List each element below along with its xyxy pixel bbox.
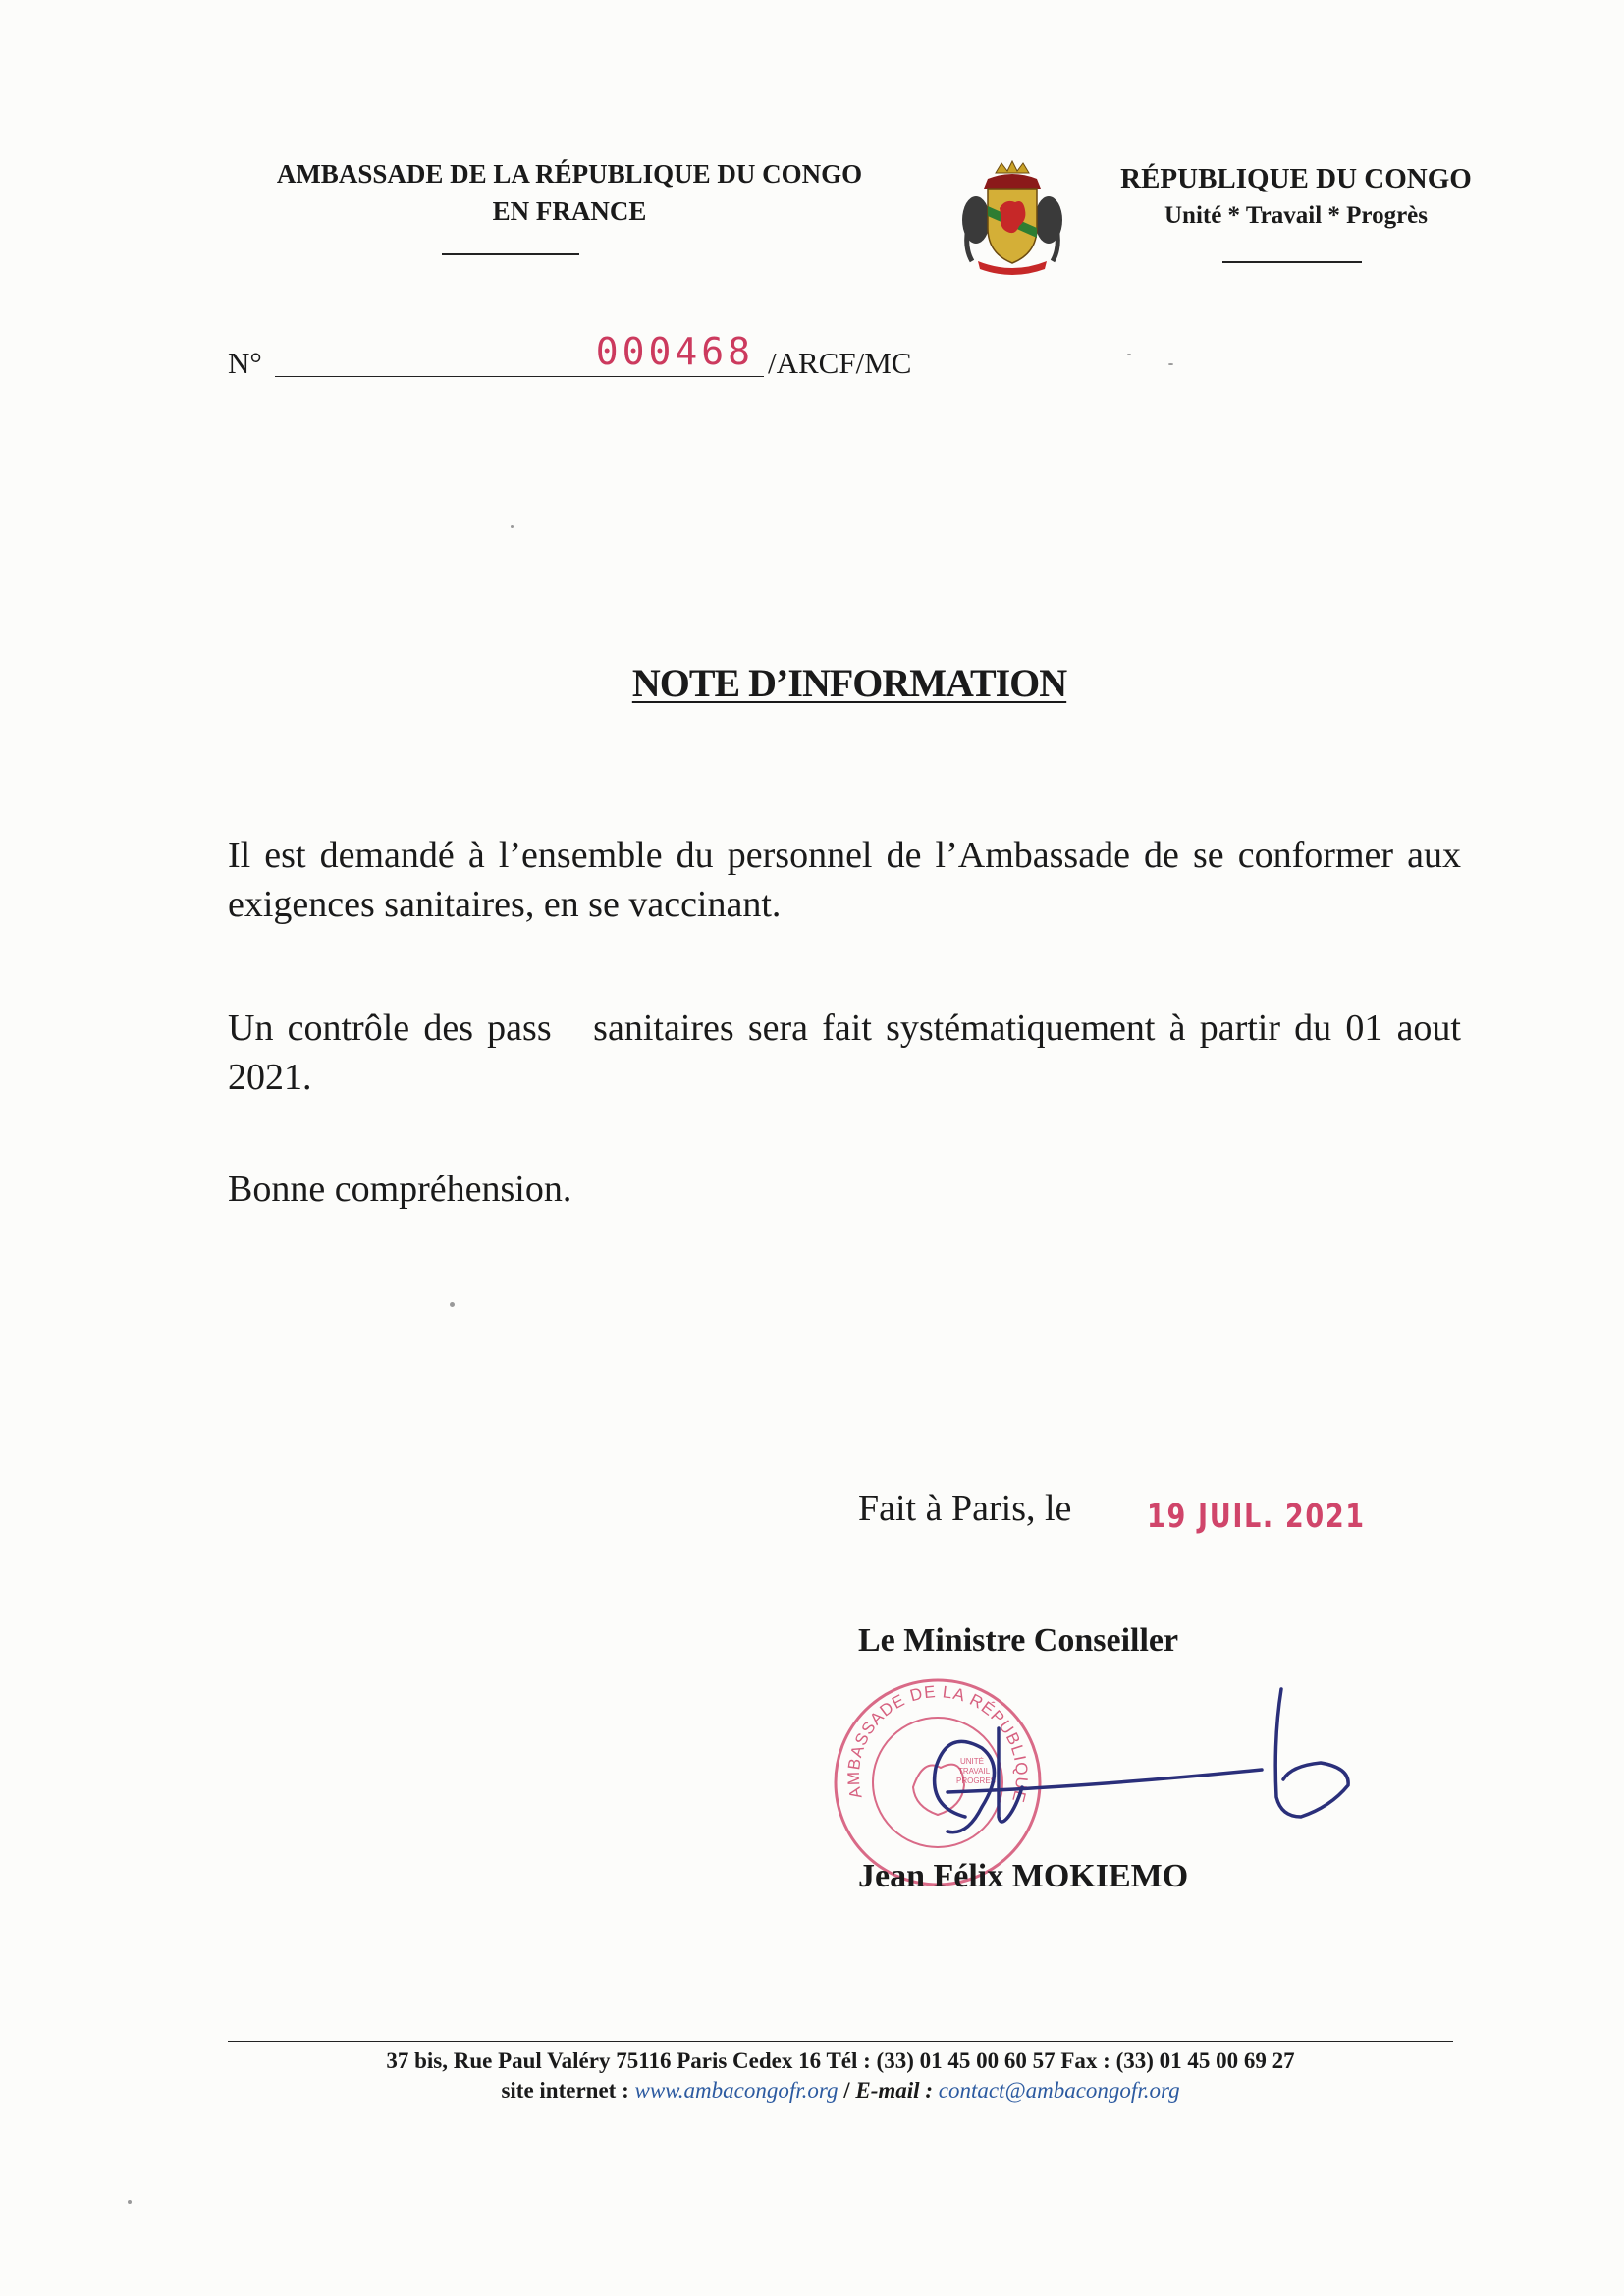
footer-email-link[interactable]: contact@ambacongofr.org (938, 2078, 1180, 2103)
document-title (295, 660, 1404, 706)
country-motto: Unité * Travail * Progrès (1164, 202, 1429, 229)
embassy-location: EN FRANCE (492, 196, 647, 226)
footer-contact-line (228, 2076, 1453, 2105)
coat-of-arms-icon (958, 159, 1066, 277)
header-right-divider (1222, 261, 1362, 263)
document-title-text: NOTE D’INFORMATION (631, 661, 1067, 705)
paper-speck (511, 525, 514, 528)
footer-site-link[interactable]: www.ambacongofr.org (634, 2078, 839, 2103)
reference-prefix: N° (228, 346, 262, 380)
svg-text:AMBASSADE DE LA RÉPUBLIQUE DU: AMBASSADE DE LA RÉPUBLIQUE (843, 1682, 1032, 1805)
reference-number-stamp: 000468 (275, 330, 764, 377)
paper-speck (128, 2200, 132, 2204)
svg-text:UNITÉ: UNITÉ (960, 1757, 984, 1766)
paper-speck (450, 1302, 455, 1307)
header-left-divider (442, 253, 579, 255)
body-paragraph-1: Il est demandé à l’ensemble du personnel de l’Ambassade de se conformer aux exigences sanitaires, en se vaccinant. (228, 835, 1461, 925)
date-place-label: Fait à Paris, le (858, 1488, 1072, 1529)
footer (228, 2047, 1453, 2105)
country-header (1090, 159, 1502, 234)
paper-speck (1127, 354, 1131, 355)
handwritten-signature (889, 1669, 1380, 1886)
footer-site-label: site internet : (501, 2078, 629, 2103)
body-paragraph-2: Un contrôle des pass sanitaires sera fait systématiquement à partir du 01 aout 2021. (228, 1008, 1471, 1098)
footer-address: 37 bis, Rue Paul Valéry 75116 Paris Cedex 16 Tél : (33) 01 45 00 60 57 Fax : (33) 01 45 00 69 27 (386, 2049, 1295, 2073)
signatory-name: Jean Félix MOKIEMO (858, 1858, 1189, 1894)
svg-text:PROGRÈS: PROGRÈS (956, 1777, 997, 1785)
paper-speck (1168, 363, 1173, 365)
footer-divider (228, 2041, 1453, 2042)
reference-suffix: /ARCF/MC (768, 346, 912, 380)
date-stamp: 19 JUIL. 2021 (1147, 1497, 1366, 1535)
country-name: RÉPUBLIQUE DU CONGO (1120, 163, 1472, 194)
signatory-title: Le Ministre Conseiller (858, 1622, 1179, 1659)
footer-email-label: E-mail : (855, 2078, 933, 2103)
svg-text:TRAVAIL: TRAVAIL (958, 1767, 991, 1776)
footer-separator: / (838, 2078, 856, 2103)
embassy-name: AMBASSADE DE LA RÉPUBLIQUE DU CONGO (276, 159, 863, 189)
body-paragraph-3: Bonne compréhension. (228, 1169, 572, 1210)
sender-header (226, 155, 913, 230)
